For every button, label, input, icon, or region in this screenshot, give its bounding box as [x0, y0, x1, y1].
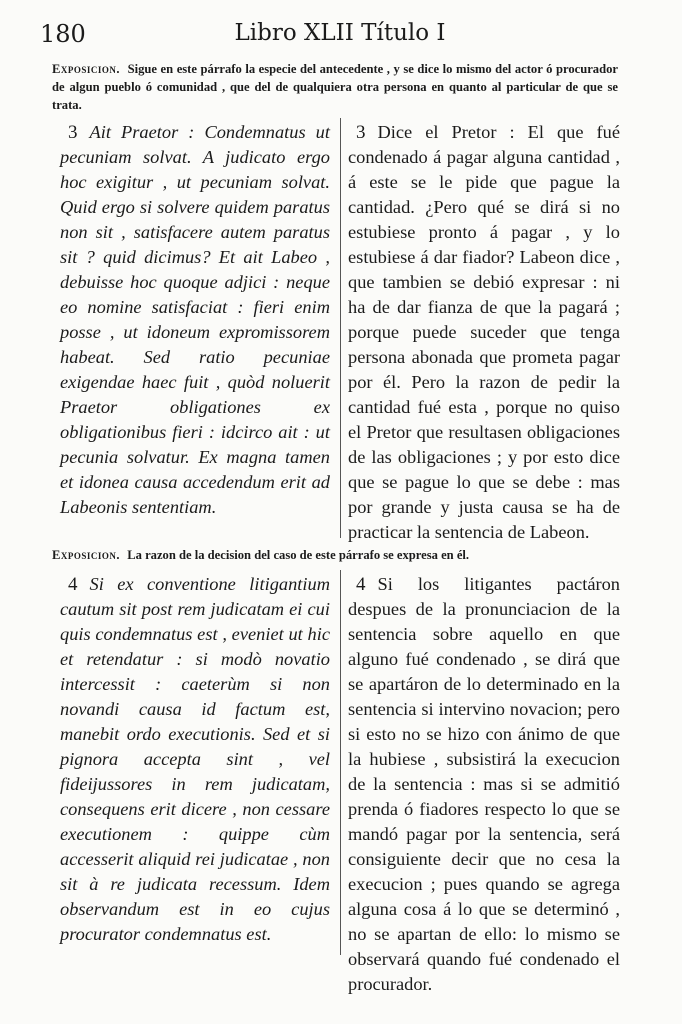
latin-text: Ait Praetor : Condemnatus ut pecuniam solvat. A judicato ergo hoc exigitur , ut pecuniam solvat. Quid ergo si solvere quidem paratus non sit , satisfacere autem paratus sit ? quid dicimus? Et ait Labeo , debuisse hoc quoque adjici : neque eo nomine satisfaciat : fieri enim posse , ut idoneum expromissorem habeat. Sed ratio pecuniae exigendae haec fuit , quòd noluerit Praetor obligationes ex obligationibus fieri : idcirco ait : ut pecunia solvatur. Ex magna tamen et idonea causa accedendum erit ad Labeonis sententiam. — [60, 122, 330, 517]
latin-paragraph-4 — [60, 572, 330, 947]
running-title: Libro XLII Título I — [234, 20, 446, 46]
note-label: Exposicion. — [52, 548, 121, 562]
latin-paragraph-3 — [60, 120, 330, 520]
note-text: Sigue en este párrafo la especie del antecedente , y se dice lo mismo del actor ó procurador de algun pueblo ó comunidad , que del de qualquiera otra persona en quanto al particular de que se trata. — [52, 62, 618, 112]
paragraph-number: 3 — [68, 122, 78, 143]
spanish-text: Si los litigantes pactáron despues de la pronunciacion de la sentencia sobre aquello en que alguno fué condenado , se dirá que se apartáron de lo determinado en la sentencia si intervino novacion; pero si esto no se hizo con ánimo de que la hubiese , subsistirá la execucion de la sentencia : mas si se admitió prenda ó fiadores respecto lo que se mandó pagar por la sentencia, será consiguiente decir que no cesa la execucion ; pues quando se agrega alguna cosa á lo que se determinó , no se apartan de ello: lo mismo se observará quando fué condenado el procurador. — [348, 574, 620, 994]
latin-text: Si ex conventione litigantium cautum sit post rem judicatam ei cui quis condemnatus est , eveniet ut hic et retendatur : si modò novatio intercessit : caeterùm si non novandi causa id factum est, manebit ordo executionis. Sed et si pignora accepta sint , vel fideijussores in rem judicatam, consequens erit dicere , non cessare executionem : quippe cùm accesserit aliquid rei judicatae , non sit à re judicata recessum. Idem observandum est in eo cujus procurator condemnatus est. — [60, 574, 330, 944]
page-header — [40, 20, 640, 50]
spanish-paragraph-4 — [348, 572, 620, 997]
exposition-note-2 — [52, 546, 618, 564]
paragraph-number: 3 — [356, 122, 366, 143]
column-divider — [340, 118, 341, 538]
spanish-paragraph-3 — [348, 120, 620, 545]
page-number: 180 — [40, 20, 86, 48]
paragraph-number: 4 — [68, 574, 78, 595]
note-label: Exposicion. — [52, 62, 121, 76]
exposition-note-1 — [52, 60, 618, 114]
note-text: La razon de la decision del caso de este párrafo se expresa en él. — [127, 548, 470, 562]
column-divider — [340, 570, 341, 955]
paragraph-number: 4 — [356, 574, 366, 595]
spanish-text: Dice el Pretor : El que fué condenado á pagar alguna cantidad , á este se le pide que pague la cantidad. ¿Pero qué se dirá si no estubiese pronto á pagar , y lo estubiese á dar fiador? Labeon dice , que tambien se debió expresar : ni ha de dar fianza de que la pagará ; porque puede suceder que tenga persona abonada que prometa pagar por él. Pero la razon de pedir la cantidad fué esta , porque no quiso el Pretor que resultasen obligaciones de las obligaciones ; y por esto dice que se pague lo que se debe : mas por grande y justa causa se ha de practicar la sentencia de Labeon. — [348, 122, 620, 542]
